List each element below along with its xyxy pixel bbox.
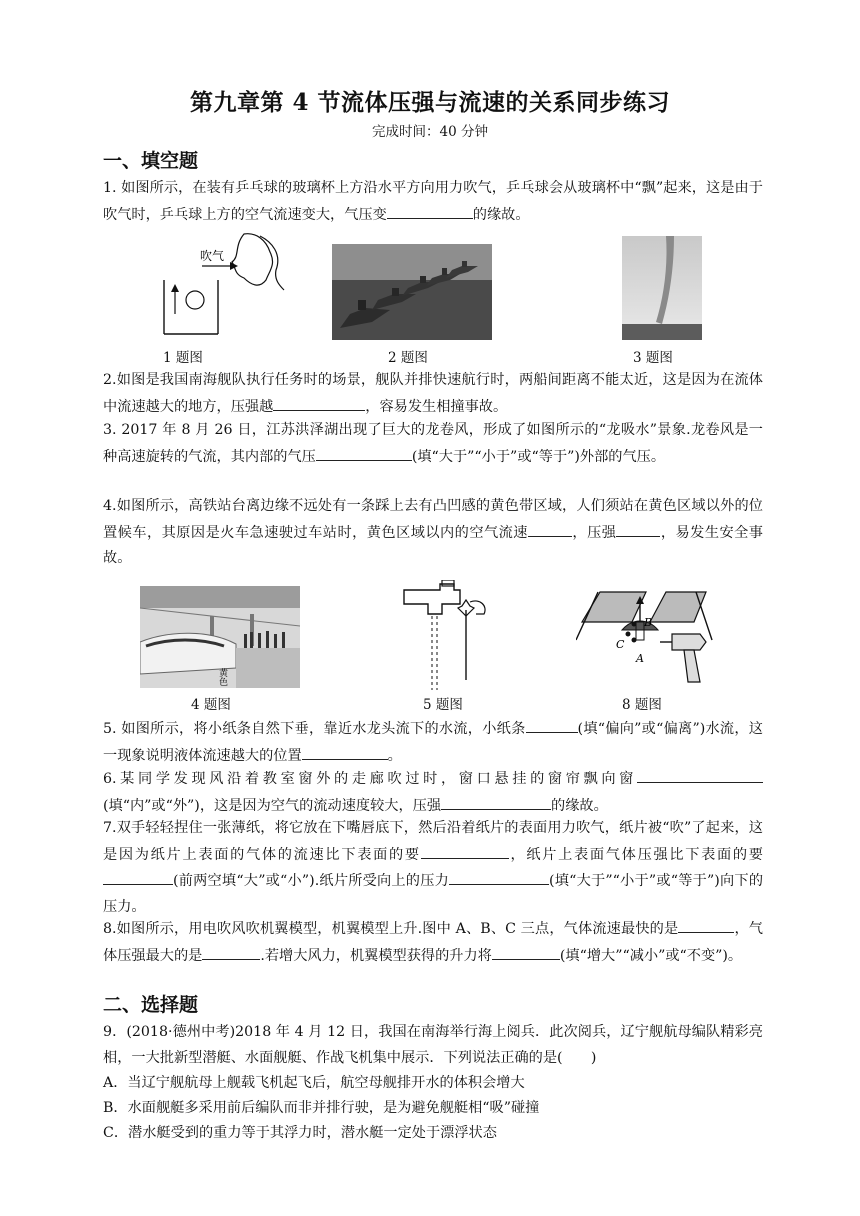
question-4-text-a: 4.如图所示，高铁站台离边缘不远处有一条踩上去有凸凹感的黄色带区域，人们须站在黄色区域以外的位置候车，其原因是火车急速驶过车站时，黄色区域以内的空气流速 <box>103 498 763 541</box>
section-multiple-choice: 二、选择题 <box>103 994 199 1016</box>
question-8-text-b: ，气体压强最大的是 <box>103 921 763 964</box>
question-3-text-a: 3. 2017 年 8 月 26 日，江苏洪泽湖出现了巨大的龙卷风，形成了如图所示的“龙吸水”景象.龙卷风是一种高速旋转的气流，其内部的气压 <box>103 422 763 465</box>
question-2-text-b: ，容易发生相撞事故。 <box>365 398 508 415</box>
answer-blank[interactable] <box>678 916 734 933</box>
question-7-text-c: (前两空填“大”或“小”).纸片所受向上的压力 <box>173 873 449 889</box>
question-9-option-a[interactable]: A．当辽宁舰航母上舰载飞机起飞后，航空母舰排开水的体积会增大 <box>103 1075 525 1091</box>
answer-blank[interactable] <box>528 520 572 537</box>
answer-blank[interactable] <box>316 444 412 461</box>
question-1-text-b: 的缘故。 <box>472 206 530 223</box>
completion-time: 完成时间：40 分钟 <box>372 124 488 140</box>
question-9-stem: 9．(2018·德州中考)2018 年 4 月 12 日，我国在南海举行海上阅兵．此次阅兵，辽宁舰航母编队精彩亮相，一大批新型潜艇、水面舰艇、作战飞机集中展示．下列说法正确的是( ) <box>103 1024 763 1066</box>
point-a-label: A <box>636 652 644 665</box>
answer-blank[interactable] <box>616 520 660 537</box>
answer-blank[interactable] <box>637 766 763 783</box>
figure-3-caption: 3 题图 <box>633 350 673 366</box>
answer-blank[interactable] <box>202 943 260 960</box>
question-8-text-d: (填“增大”“减小”或“不变”)。 <box>559 947 743 964</box>
question-1 <box>103 176 763 228</box>
answer-blank[interactable] <box>449 868 549 885</box>
question-3-text-b: (填“大于”“小于”或“等于”)外部的气压。 <box>411 448 666 465</box>
question-3 <box>103 418 763 470</box>
section-fill-in-blank: 一、填空题 <box>103 150 199 172</box>
question-4-text-b: ，压强 <box>571 524 617 541</box>
answer-blank[interactable] <box>441 793 551 810</box>
point-c-label: C <box>616 638 625 651</box>
answer-blank[interactable] <box>387 202 473 219</box>
figure-1-blowing-cup <box>148 228 288 340</box>
question-5-text-c: 。 <box>387 747 402 764</box>
point-b-label: B <box>644 616 653 629</box>
question-8-text-c: .若增大风力，机翼模型获得的升力将 <box>260 947 492 964</box>
question-1-text-a: 1. 如图所示，在装有乒乓球的玻璃杯上方沿水平方向用力吹气，乒乓球会从玻璃杯中“飘”起来，这是由于吹气时，乒乓球上方的空气流速变大，气压变 <box>103 180 763 223</box>
question-2 <box>103 368 763 420</box>
question-6-text-a: 6.某同学发现风沿着教室窗外的走廊吹过时，窗口悬挂的窗帘飘向窗 <box>103 771 637 787</box>
question-7 <box>103 816 763 920</box>
question-6-text-c: 的缘故。 <box>551 797 608 814</box>
answer-blank[interactable] <box>103 868 173 885</box>
question-7-text-a: 7.双手轻轻捏住一张薄纸，将它放在下嘴唇底下，然后沿着纸片的表面用力吹气，纸片被“吹”了起来，这是因为纸片上表面的气体的流速比下表面的要 <box>103 820 763 863</box>
figure-5-faucet <box>400 580 490 692</box>
question-8-text-a: 8.如图所示，用电吹风吹机翼模型，机翼模型上升.图中 A、B、C 三点，气体流速最快的是 <box>103 921 679 937</box>
figure-4-train-platform-photo <box>140 586 300 688</box>
question-7-text-b: ，纸片上表面气体压强比下表面的要 <box>508 846 763 863</box>
question-9-option-b[interactable]: B．水面舰艇多采用前后编队而非并排行驶，是为避免舰艇相“吸”碰撞 <box>103 1100 540 1116</box>
question-5-text-b: (填“偏向”或“偏离”)水流，这一现象说明液体流速越大的位置 <box>103 721 763 764</box>
yellow-zone-label: 黄色 <box>217 668 227 686</box>
question-5-text-a: 5. 如图所示，将小纸条自然下垂，靠近水龙头流下的水流，小纸条 <box>103 721 526 737</box>
answer-blank[interactable] <box>492 943 560 960</box>
figure-2-fleet-photo <box>332 244 492 340</box>
question-4 <box>103 494 763 572</box>
question-4-text-c: ，易发生安全事故。 <box>103 524 763 566</box>
blow-label: 吹气 <box>200 249 225 263</box>
figure-4-caption: 4 题图 <box>191 697 231 713</box>
question-2-text-a: 2.如图是我国南海舰队执行任务时的场景，舰队并排快速航行时，两船间距离不能太近，这是因为在流体中流速越大的地方，压强越 <box>103 372 763 415</box>
question-8 <box>103 916 763 969</box>
figure-5-caption: 5 题图 <box>423 697 463 713</box>
answer-blank[interactable] <box>273 394 365 411</box>
question-7-text-d: (填“大于”“小于”或“等于”)向下的压力。 <box>103 873 764 915</box>
answer-blank[interactable] <box>421 842 509 859</box>
figure-2-caption: 2 题图 <box>388 350 428 366</box>
question-6 <box>103 766 763 819</box>
figure-8-caption: 8 题图 <box>622 697 662 713</box>
question-6-text-b: (填“内”或“外”)，这是因为空气的流动速度较大，压强 <box>103 797 442 814</box>
figure-3-waterspout-photo <box>622 236 702 340</box>
figure-8-wing-model <box>576 578 716 690</box>
answer-blank[interactable] <box>526 716 578 733</box>
question-9-option-c[interactable]: C．潜水艇受到的重力等于其浮力时，潜水艇一定处于漂浮状态 <box>103 1125 497 1141</box>
question-5 <box>103 716 763 769</box>
figure-1-caption: 1 题图 <box>163 350 203 366</box>
page-title: 第九章第 4 节流体压强与流速的关系同步练习 <box>189 89 671 116</box>
answer-blank[interactable] <box>302 743 388 760</box>
